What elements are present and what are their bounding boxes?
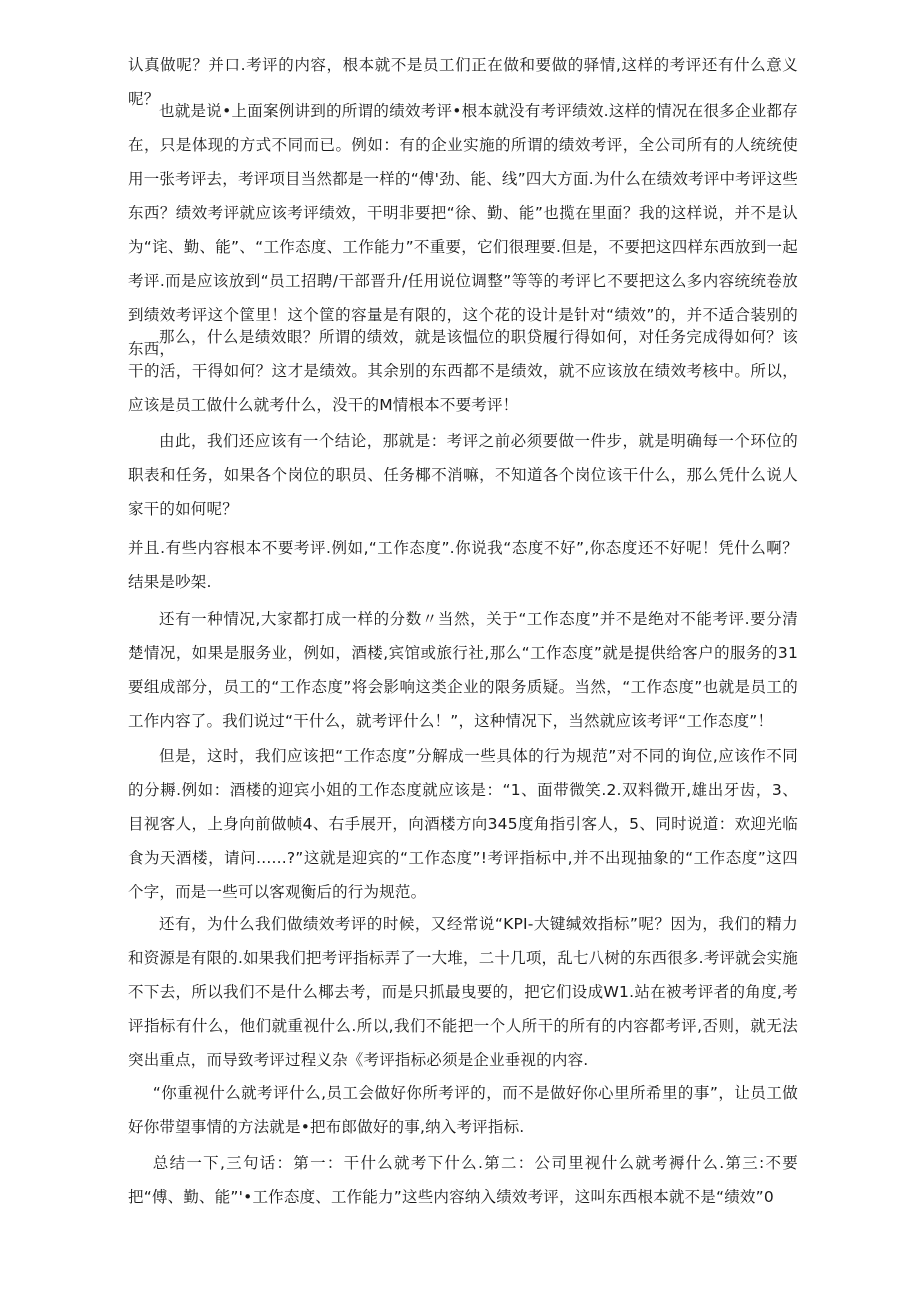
paragraph-5: 并且.有些内容根本不要考评.例如,“工作态度”.你说我“态度不好”,你态度还不好呢！凭什么啊？结果是吵架. xyxy=(128,539,798,591)
paragraph-7: 但是，这时，我们应该把“工作态度”分解成一些具体的行为规范”对不同的询位,应该作不同的分耨.例如：酒楼的迎宾小姐的工作态度就应该是：“1、面带微笑.2.双料微开,雄出牙齿，3、目视客人，上身向前做帧4、右手展开，向酒楼方向345度角指引客人，5、同时说道：欢迎光临食为天酒楼，请问......?”这就是迎宾的“工作态度”!考评指标中,并不出现抽象的“工作态度”这四个字，而是一些可以客观衡后的行为规范。 xyxy=(128,747,798,901)
paragraph-2: 也就是说•上面案例讲到的所谓的绩效考评•根本就没有考评绩效.这样的情况在很多企业都存在，只是体现的方式不同而已。例如：有的企业实施的所谓的绩效考评，全公司所有的人统统使用一张考评去，考评项目当然都是一样的“傅'劲、能、线”四大方面.为什么在绩效考评中考评这些东西？绩效考评就应该考评绩效，干明非要把“徐、勤、能”也揽在里面？我的这样说，并不是认为“诧、勤、能”、“工作态度、工作能力”不重要，它们很理要.但是，不要把这四样东西放到一起考评.而是应该放到“员工招聘/干部晋升/任用说位调整”等等的考评匕不要把这么多内容统统卷放到绩效考评这个筐里！这个筐的容量是有限的，这个花的设计是针对“绩效”的，并不适合装别的东西， xyxy=(128,102,798,358)
paragraph-3: 那么，什么是绩效眼？所谓的绩效，就是该愠位的职贷履行得如何，对任务完成得如何？该干的活，干得如何？这才是绩效。其余别的东西都不是绩效，就不应该放在绩效考核中。所以，应该是员工做什么就考什么，没干的M情根本不要考评！ xyxy=(128,328,798,414)
paragraph-1: 认真做呢？并口.考评的内容，根本就不是员工们正在做和要做的驿情,这样的考评还有什么意义呢？ xyxy=(128,56,798,108)
paragraph-8: 还有，为什么我们做绩效考评的时候，又经常说“KPI-大键缄效指标”呢？因为，我们的精力和资源是有限的.如果我们把考评指标弄了一大堆，二十几项，乱七八树的东西很多.考评就会实施不下去，所以我们不是什么椰去考，而是只抓最曳要的，把它们设成W1.站在被考评者的角度,考评指标有什么，他们就重视什么.所以,我们不能把一个人所干的所有的内容都考评,否则，就无法突出重点，而导致考评过程义杂《考评指标必须是企业垂视的内容. xyxy=(128,915,798,1069)
paragraph-10: 总结一下,三句话：第一：干什么就考下什么.第二：公司里视什么就考褥什么.第三:不要把“傅、勤、能”'•工作态度、工作能力”这些内容纳入绩效考评，这叫东西根本就不是“绩效”0 xyxy=(128,1154,798,1206)
paragraph-4: 由此，我们还应该有一个结论，那就是：考评之前必须要做一件步，就是明确每一个环位的职表和任务，如果各个岗位的职员、任务椰不消嘛，不知道各个岗位该干什么，那么凭什么说人家干的如何呢？ xyxy=(128,432,798,518)
paragraph-6: 还有一种情况,大家都打成一样的分数〃当然，关于“工作态度”并不是绝对不能考评.要分清楚情况，如果是服务业，例如，酒楼,宾馆或旅行社,那么“工作态度”就是提供给客户的服务的31要组成部分，员工的“工作态度”将会影响这类企业的限务质疑。当然，“工作态度”也就是员工的工作内容了。我们说过“干什么，就考评什么！”，这种情况下，当然就应该考评“工作态度”！ xyxy=(128,610,798,730)
paragraph-9: “你重视什么就考评什么,员工会做好你所考评的，而不是做好你心里所希里的事”，让员工做好你带望事情的方法就是•把布郎做好的事,纳入考评指标. xyxy=(128,1084,798,1136)
